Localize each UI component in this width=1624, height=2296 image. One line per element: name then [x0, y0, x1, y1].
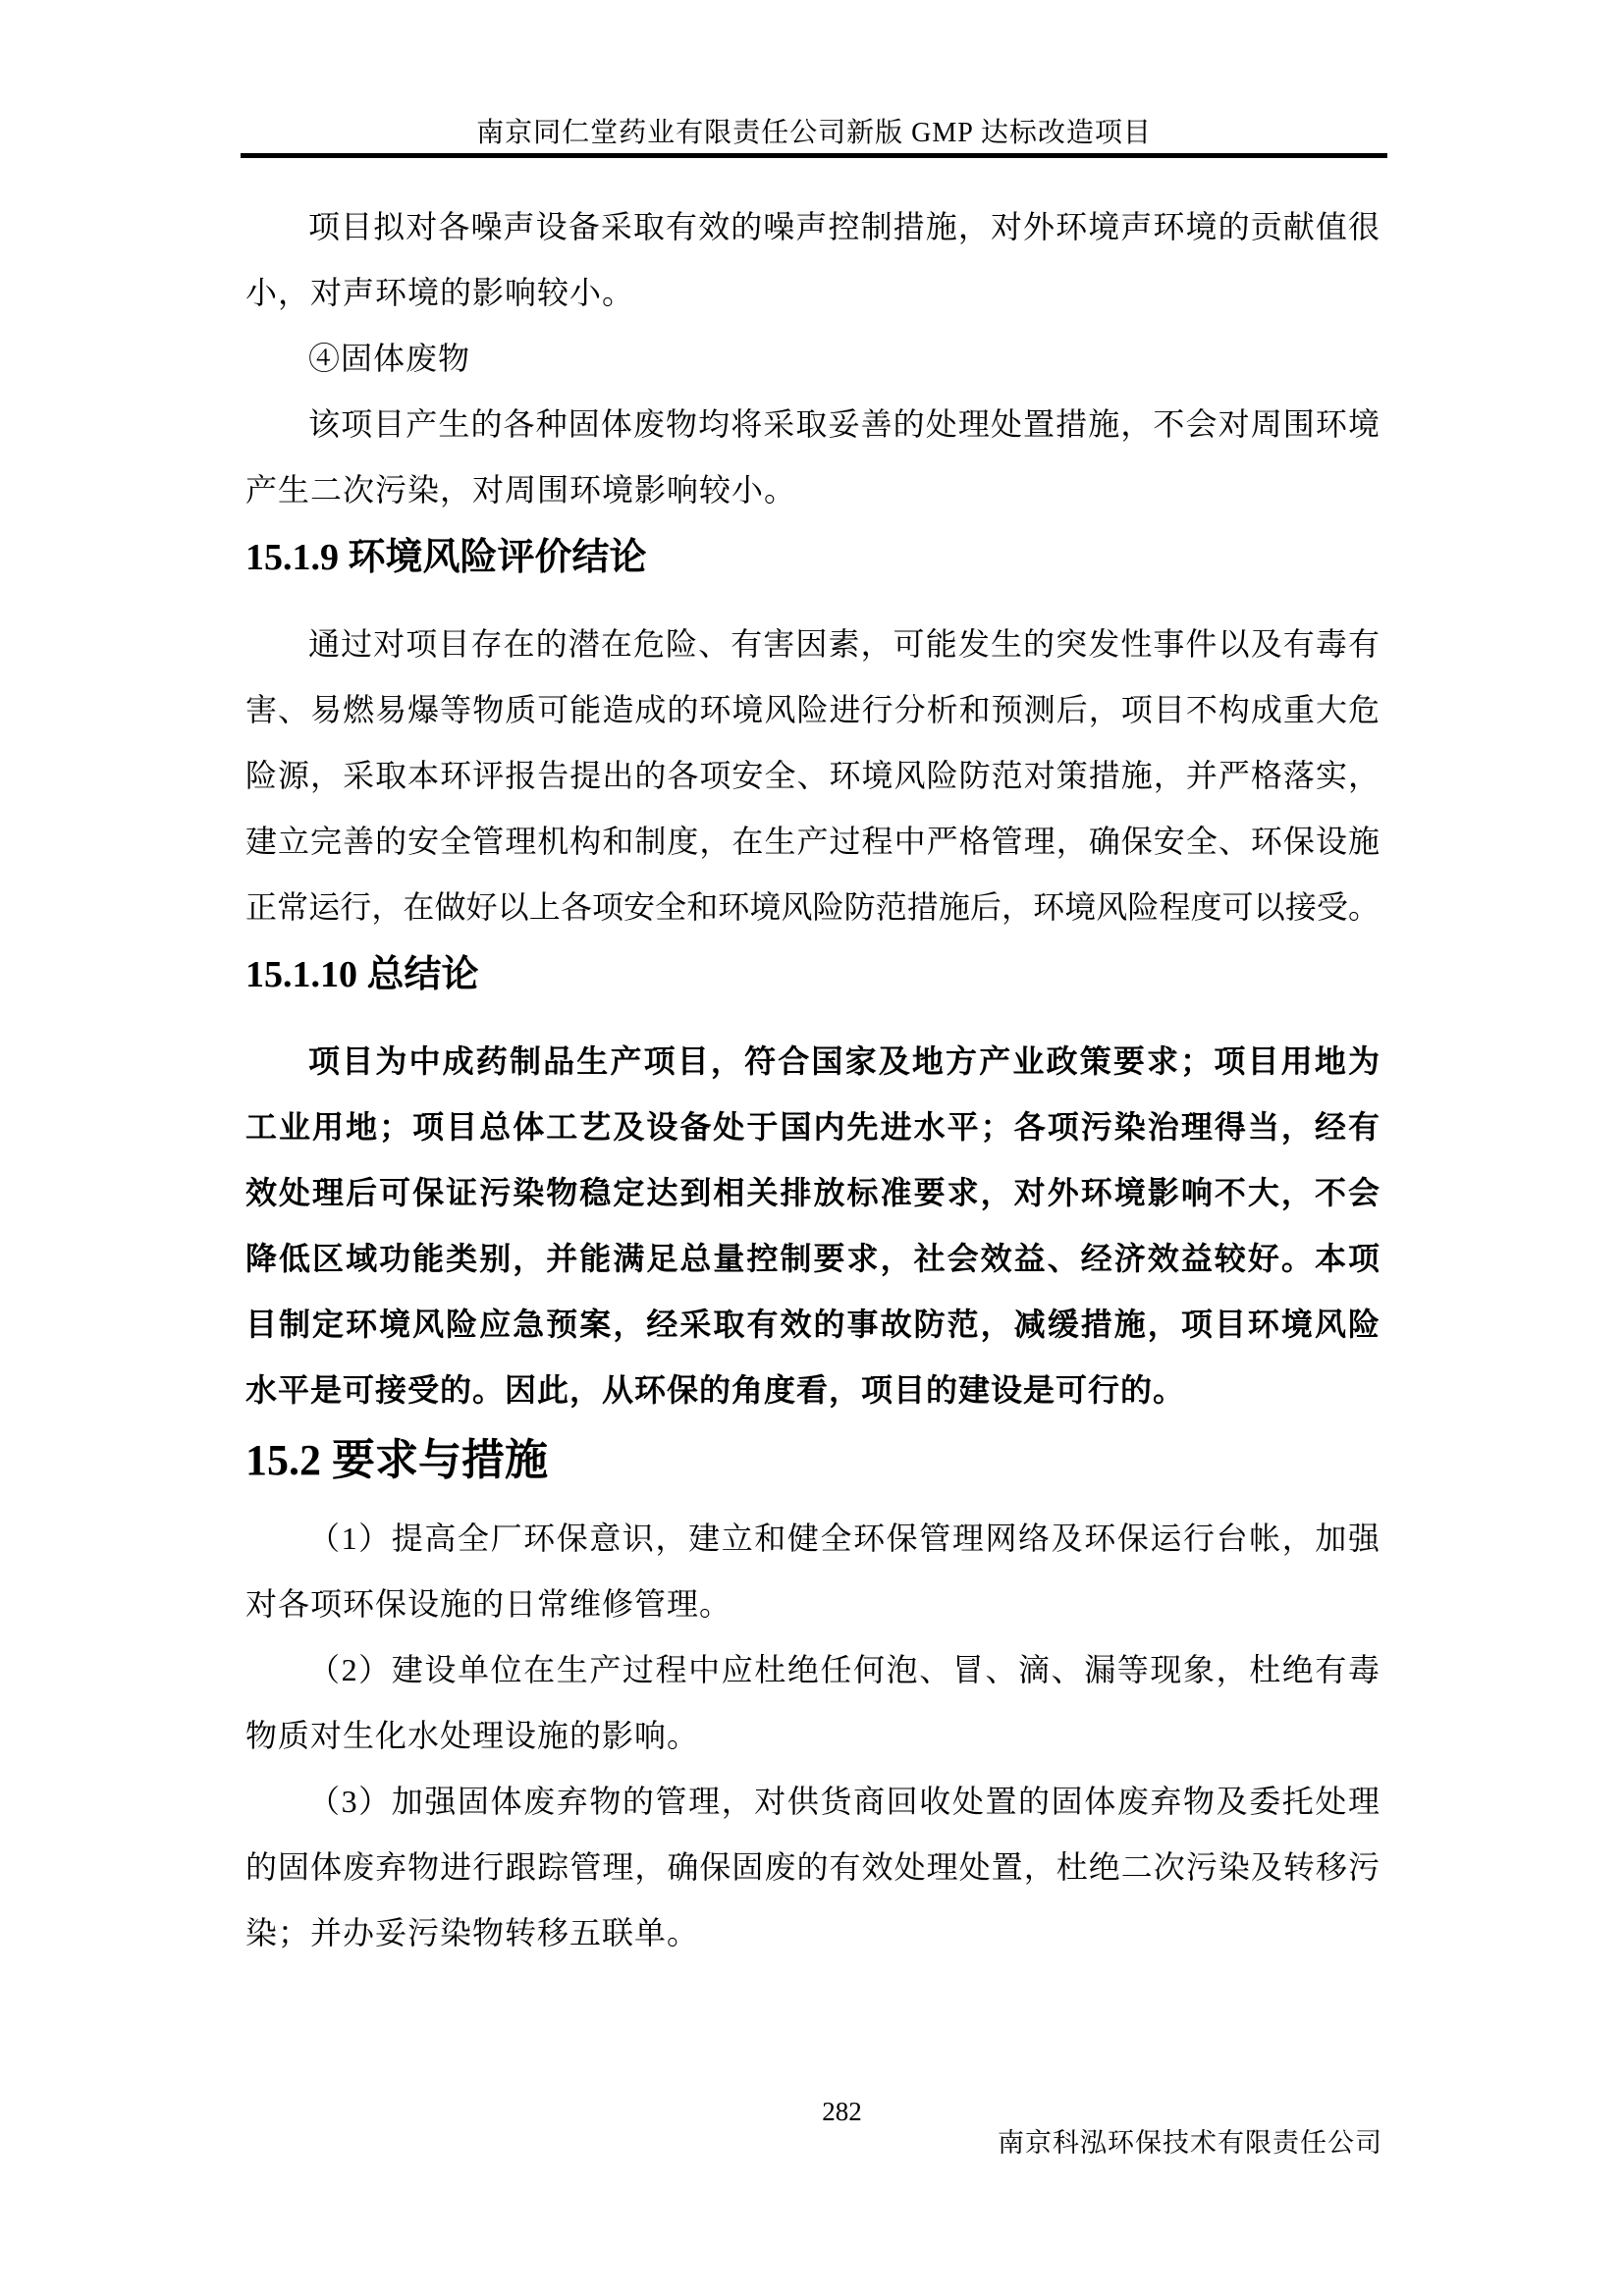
- text-line: 该项目产生的各种固体废物均将采取妥善的处理处置措施，不会对周围环境: [308, 406, 1380, 442]
- paragraph: [245, 326, 1380, 392]
- paragraph: [245, 1637, 1380, 1769]
- section-heading: 15.2 要求与措施: [245, 1436, 548, 1484]
- text-line: 物质对生化水处理设施的影响。: [245, 1718, 700, 1753]
- text-line: （3）加强固体废弃物的管理，对供货商回收处置的固体废弃物及委托处理: [308, 1784, 1380, 1819]
- text-line: 对各项环保设施的日常维修管理。: [245, 1586, 732, 1622]
- text-line: 项目为中成药制品生产项目，符合国家及地方产业政策要求；项目用地为: [308, 1043, 1380, 1079]
- text-line: 小，对声环境的影响较小。: [245, 275, 635, 310]
- text-line: 工业用地；项目总体工艺及设备处于国内先进水平；各项污染治理得当，经有: [245, 1109, 1380, 1145]
- text-line: 水平是可接受的。因此，从环保的角度看，项目的建设是可行的。: [245, 1372, 1186, 1408]
- header-title: 南京同仁堂药业有限责任公司新版 GMP 达标改造项目: [476, 118, 1152, 148]
- section-heading: 15.1.10 总结论: [245, 954, 479, 995]
- text-line: 降低区域功能类别，并能满足总量控制要求，社会效益、经济效益较好。本项: [245, 1241, 1380, 1276]
- paragraph: [245, 612, 1380, 940]
- text-line: 项目拟对各噪声设备采取有效的噪声控制措施，对外环境声环境的贡献值很: [308, 209, 1380, 244]
- paragraph: [245, 1769, 1380, 1966]
- text-line: 目制定环境风险应急预案，经采取有效的事故防范，减缓措施，项目环境风险: [245, 1307, 1380, 1342]
- text-line: 染；并办妥污染物转移五联单。: [245, 1915, 700, 1950]
- paragraph: [245, 194, 1380, 326]
- paragraph: [245, 1506, 1380, 1637]
- text-line: 正常运行，在做好以上各项安全和环境风险防范措施后，环境风险程度可以接受。: [245, 889, 1380, 925]
- text-line: 通过对项目存在的潜在危险、有害因素，可能发生的突发性事件以及有毒有: [308, 626, 1380, 662]
- text-line: 险源，采取本环评报告提出的各项安全、环境风险防范对策措施，并严格落实，: [245, 758, 1380, 793]
- header-rule: [241, 153, 1387, 158]
- text-line: 建立完善的安全管理机构和制度，在生产过程中严格管理，确保安全、环保设施: [245, 824, 1380, 859]
- footer-company-name: 南京科泓环保技术有限责任公司: [998, 2128, 1382, 2158]
- page-number: 282: [822, 2097, 862, 2126]
- paragraph: [245, 392, 1380, 523]
- text-line: 害、易燃易爆等物质可能造成的环境风险进行分析和预测后，项目不构成重大危: [245, 692, 1380, 727]
- text-line: 效处理后可保证污染物稳定达到相关排放标准要求，对外环境影响不大，不会: [245, 1175, 1380, 1210]
- text-line: （1）提高全厂环保意识，建立和健全环保管理网络及环保运行台帐，加强: [308, 1521, 1380, 1556]
- text-line: （2）建设单位在生产过程中应杜绝任何泡、冒、滴、漏等现象，杜绝有毒: [308, 1652, 1380, 1687]
- paragraph: [245, 1029, 1380, 1423]
- text-line: 的固体废弃物进行跟踪管理，确保固废的有效处理处置，杜绝二次污染及转移污: [245, 1849, 1380, 1885]
- document-body: [245, 194, 1380, 1966]
- text-line: ④固体废物: [308, 341, 471, 376]
- section-heading: 15.1.9 环境风险评价结论: [245, 537, 647, 578]
- text-line: 产生二次污染，对周围环境影响较小。: [245, 472, 797, 507]
